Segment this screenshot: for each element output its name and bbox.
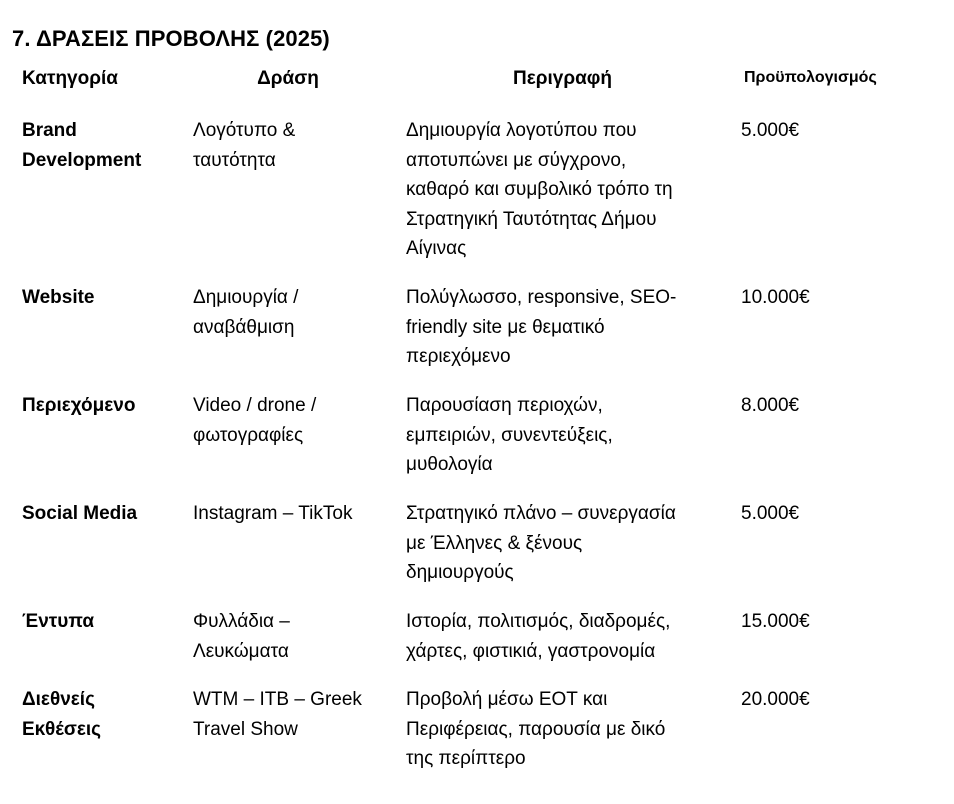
description-line: Πολύγλωσσο, responsive, SEO- [406,287,677,308]
category-cell [22,116,182,175]
description-line: δημιουργούς [406,562,514,583]
category-line: Διεθνείς [22,689,95,710]
category-line: Εκθέσεις [22,718,102,740]
description-line: Περιφέρειας, παρουσία με δικό [406,718,666,740]
action-line: Δημιουργία / [193,287,299,308]
category-line: Brand [22,120,77,141]
budget-cell: 20.000€ [741,689,810,710]
category-cell [22,283,182,313]
budget-cell: 5.000€ [741,120,800,141]
category-line: Development [22,149,142,171]
action-line: φωτογραφίες [193,424,304,446]
category-line: Έντυπα [22,611,95,632]
action-cell [193,607,393,666]
category-line: Website [22,287,95,308]
action-cell [193,283,393,342]
action-line: αναβάθμιση [193,316,295,338]
description-line: Δημιουργία λογοτύπου που [406,120,637,141]
category-line: Περιεχόμενο [22,395,136,416]
action-line: Λογότυπο & [193,120,296,141]
action-cell [193,685,393,744]
description-cell [406,499,731,588]
action-cell [193,499,393,529]
budget-cell: 5.000€ [741,503,800,524]
category-cell [22,499,182,529]
category-line: Social Media [22,503,138,524]
page-title: 7. ΔΡΑΣΕΙΣ ΠΡΟΒΟΛΗΣ (2025) [12,26,330,51]
column-header-category: Κατηγορία [22,68,118,89]
description-line: Αίγινας [406,238,467,259]
action-cell [193,116,393,175]
action-line: Video / drone / [193,395,317,416]
description-line: με Έλληνες & ξένους [406,532,583,554]
action-line: Instagram – TikTok [193,503,353,524]
budget-cell: 15.000€ [741,611,810,632]
action-line: ταυτότητα [193,149,276,171]
budget-cell: 8.000€ [741,395,800,416]
description-line: αποτυπώνει με σύγχρονο, [406,149,627,171]
description-line: μυθολογία [406,454,493,475]
category-cell [22,607,182,637]
category-cell [22,685,182,744]
action-line: WTM – ITB – Greek [193,689,362,710]
description-cell [406,607,731,666]
action-cell [193,391,393,450]
action-line: Φυλλάδια – [193,611,290,632]
description-line: Στρατηγική Ταυτότητας Δήμου [406,208,657,230]
description-line: περιεχόμενο [406,346,511,367]
description-line: Ιστορία, πολιτισμός, διαδρομές, [406,611,671,632]
description-cell [406,116,731,264]
description-line: της περίπτερο [406,748,526,769]
budget-cell: 10.000€ [741,287,810,308]
description-line: καθαρό και συμβολικό τρόπο τη [406,179,673,200]
column-header-description: Περιγραφή [513,68,612,89]
description-line: εμπειριών, συνεντεύξεις, [406,424,613,446]
description-line: Προβολή μέσω ΕΟΤ και [406,689,608,710]
description-cell [406,685,731,774]
description-line: Παρουσίαση περιοχών, [406,395,603,416]
action-line: Travel Show [193,718,298,740]
description-line: friendly site με θεματικό [406,316,605,338]
column-header-action: Δράση [257,68,319,89]
category-cell [22,391,182,421]
description-cell [406,391,731,480]
column-header-budget: Προϋπολογισμός [744,69,877,86]
description-cell [406,283,731,372]
description-line: χάρτες, φιστικιά, γαστρονομία [406,640,656,662]
description-line: Στρατηγικό πλάνο – συνεργασία [406,503,676,524]
action-line: Λευκώματα [193,640,289,662]
